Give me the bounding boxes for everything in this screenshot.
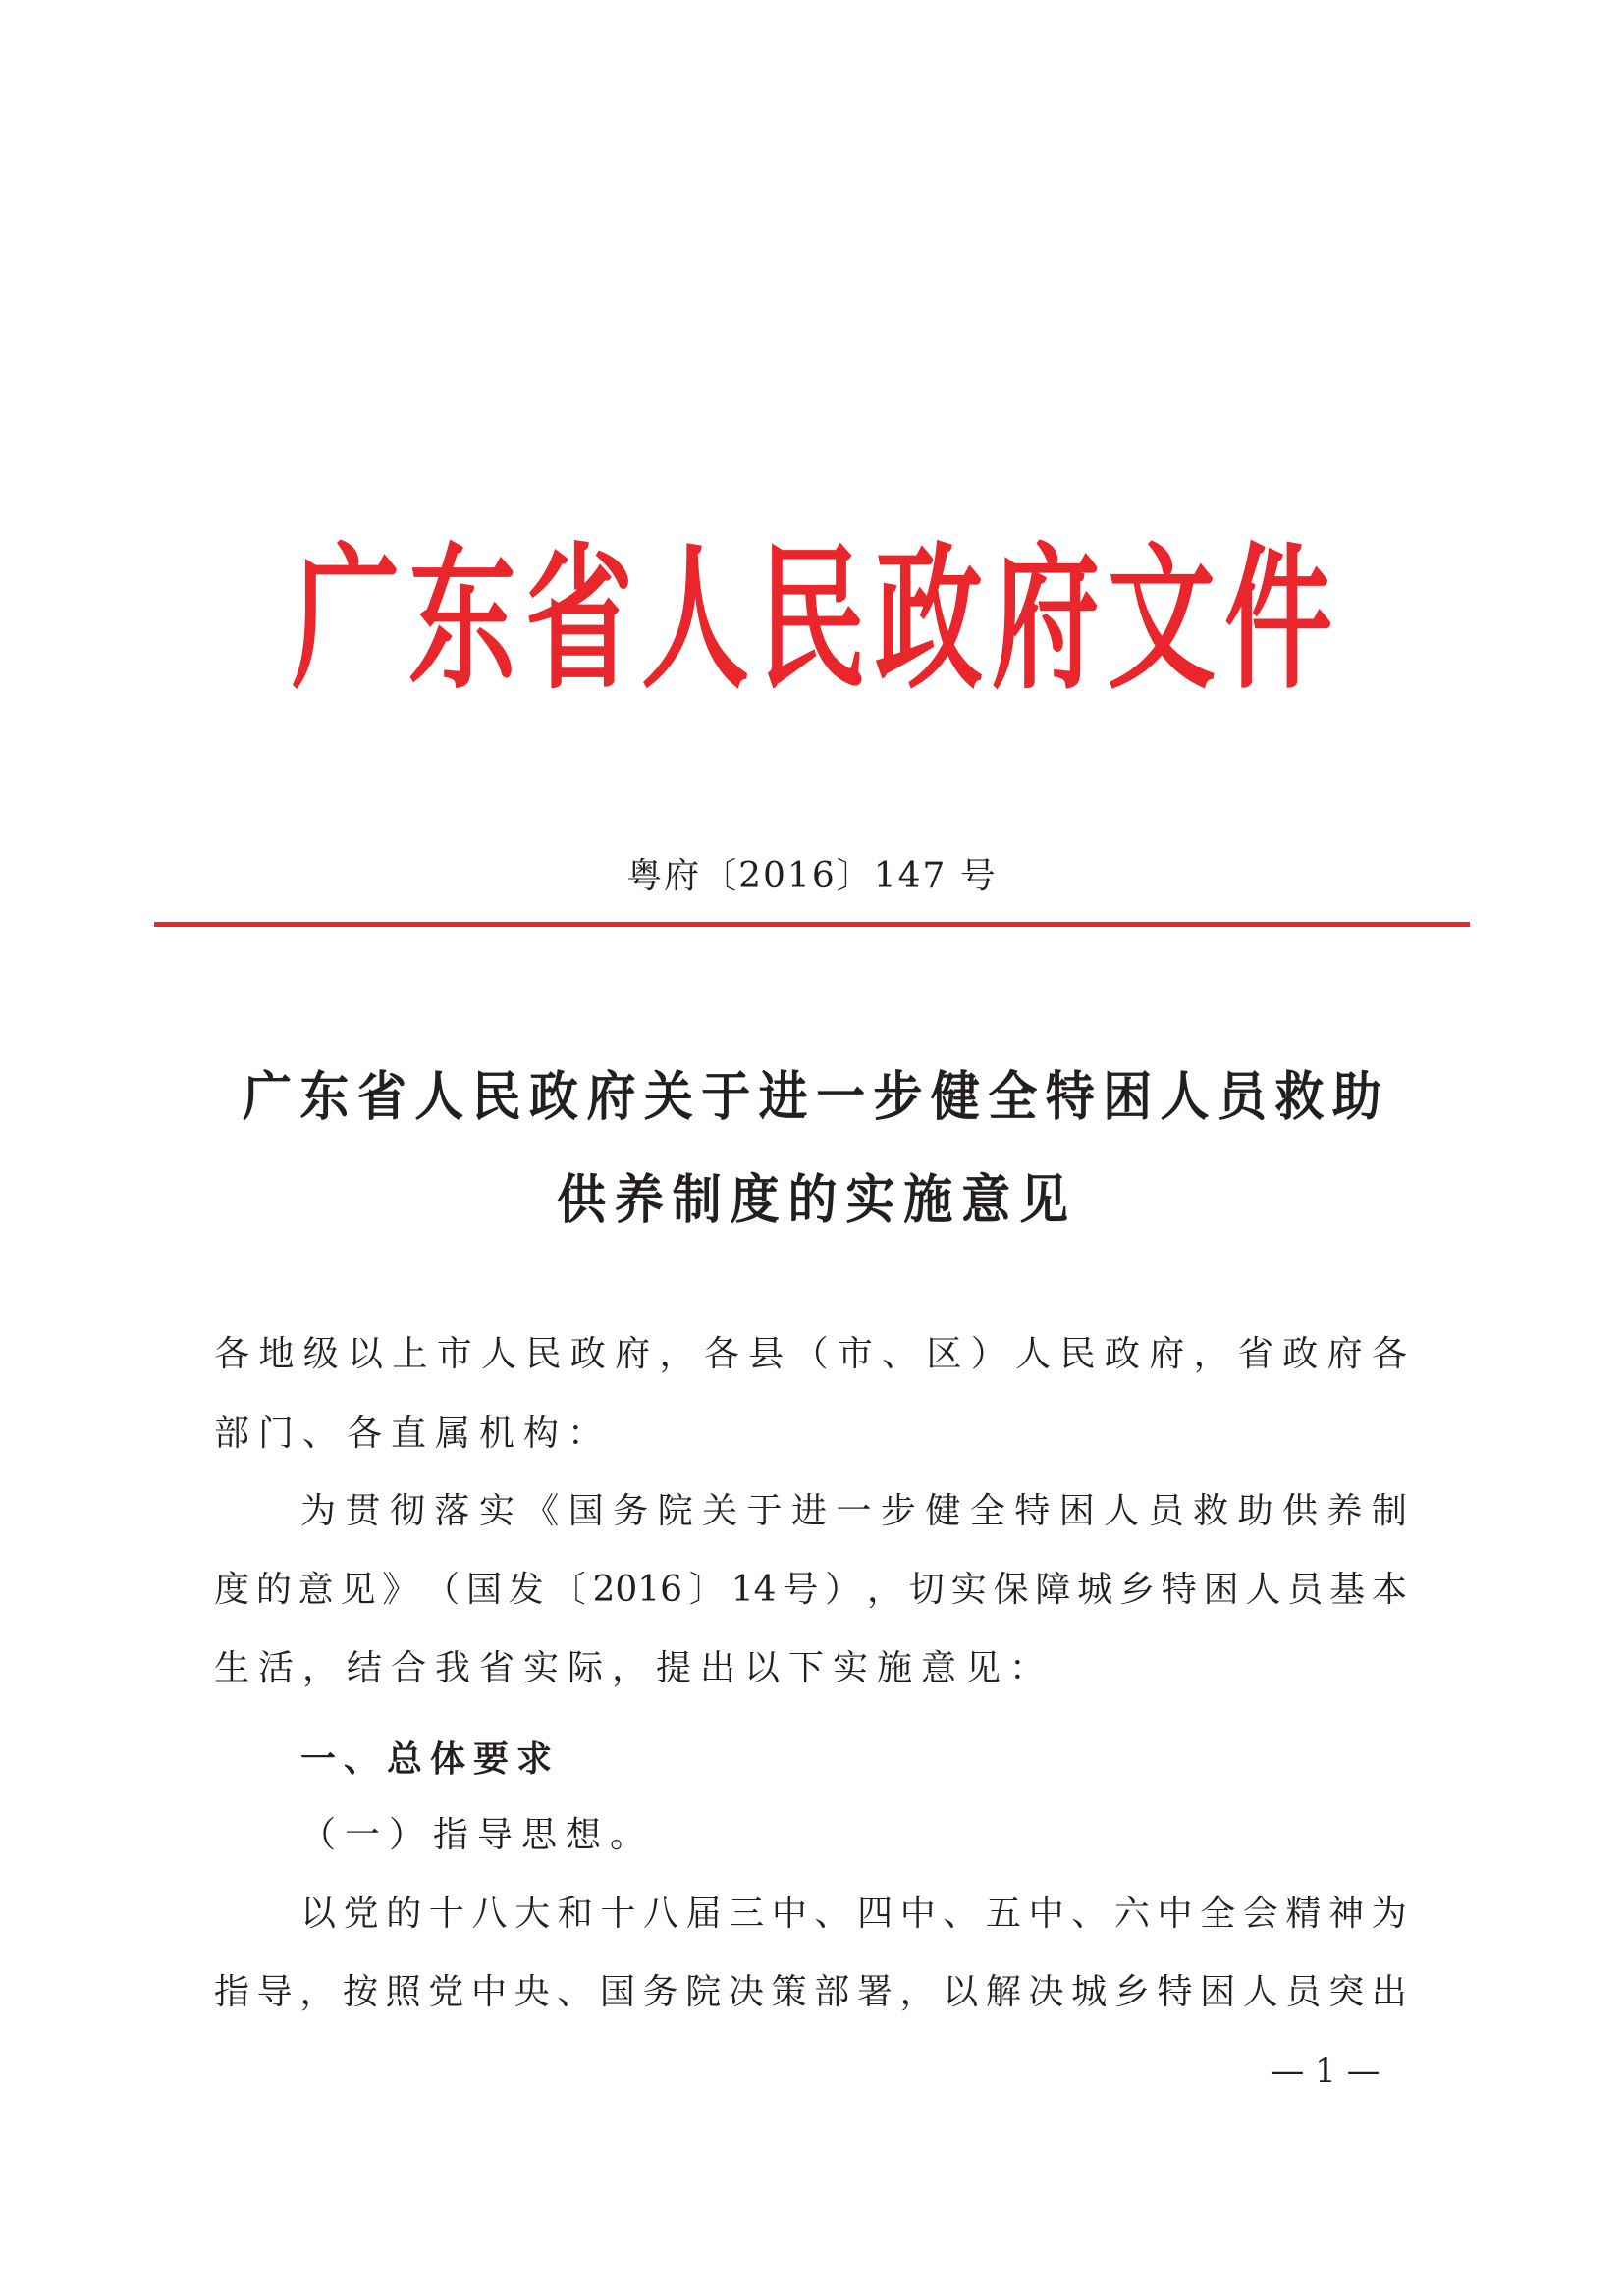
red-separator-rule [154, 922, 1470, 927]
paragraph-1-line-1: 为 贯 彻 落 实 《 国 务 院 关 于 进 一 步 健 全 特 困 人 员 救 助 供 养 制 [300, 1491, 1407, 1531]
issuer-title: 广 东 省 人 民 政 府 文 件 [292, 529, 1332, 712]
paragraph-2-line-1: 以 党 的 十 八 大 和 十 八 届 三 中 、 四 中 、 五 中 、 六 中 全 会 精 神 为 [300, 1894, 1407, 1934]
section-heading: 一、总体要求 [300, 1739, 561, 1780]
addressee-line-2: 部门、各直属机构： [214, 1414, 613, 1454]
paragraph-1-line-2: 度 的 意 见 》 （ 国 发 〔 2016 〕 14 号 ） ， 切 实 保 障 城 乡 特 困 人 员 基 本 [214, 1570, 1407, 1610]
paragraph-1-line-3: 生活，结合我省实际，提出以下实施意见： [214, 1648, 1055, 1688]
paragraph-2-line-2: 指 导 ， 按 照 党 中 央 、 国 务 院 决 策 部 署 ， 以 解 决 城 乡 特 困 人 员 突 出 [214, 1972, 1407, 2012]
document-heading-line-1: 广 东 省 人 民 政 府 关 于 进 一 步 健 全 特 困 人 员 救 助 [243, 1064, 1381, 1128]
subsection-heading: （一）指导思想。 [300, 1815, 655, 1855]
document-number: 粤府〔2016〕147 号 [626, 856, 998, 896]
addressee-line-1: 各 地 级 以 上 市 人 民 政 府 ， 各 县 （ 市 、 区 ） 人 民 政 府 ， 省 政 府 各 [214, 1334, 1407, 1374]
page-number: — 1 — [1271, 2052, 1380, 2091]
document-heading-line-2: 供 养 制 度 的 实 施 意 见 [557, 1167, 1068, 1231]
